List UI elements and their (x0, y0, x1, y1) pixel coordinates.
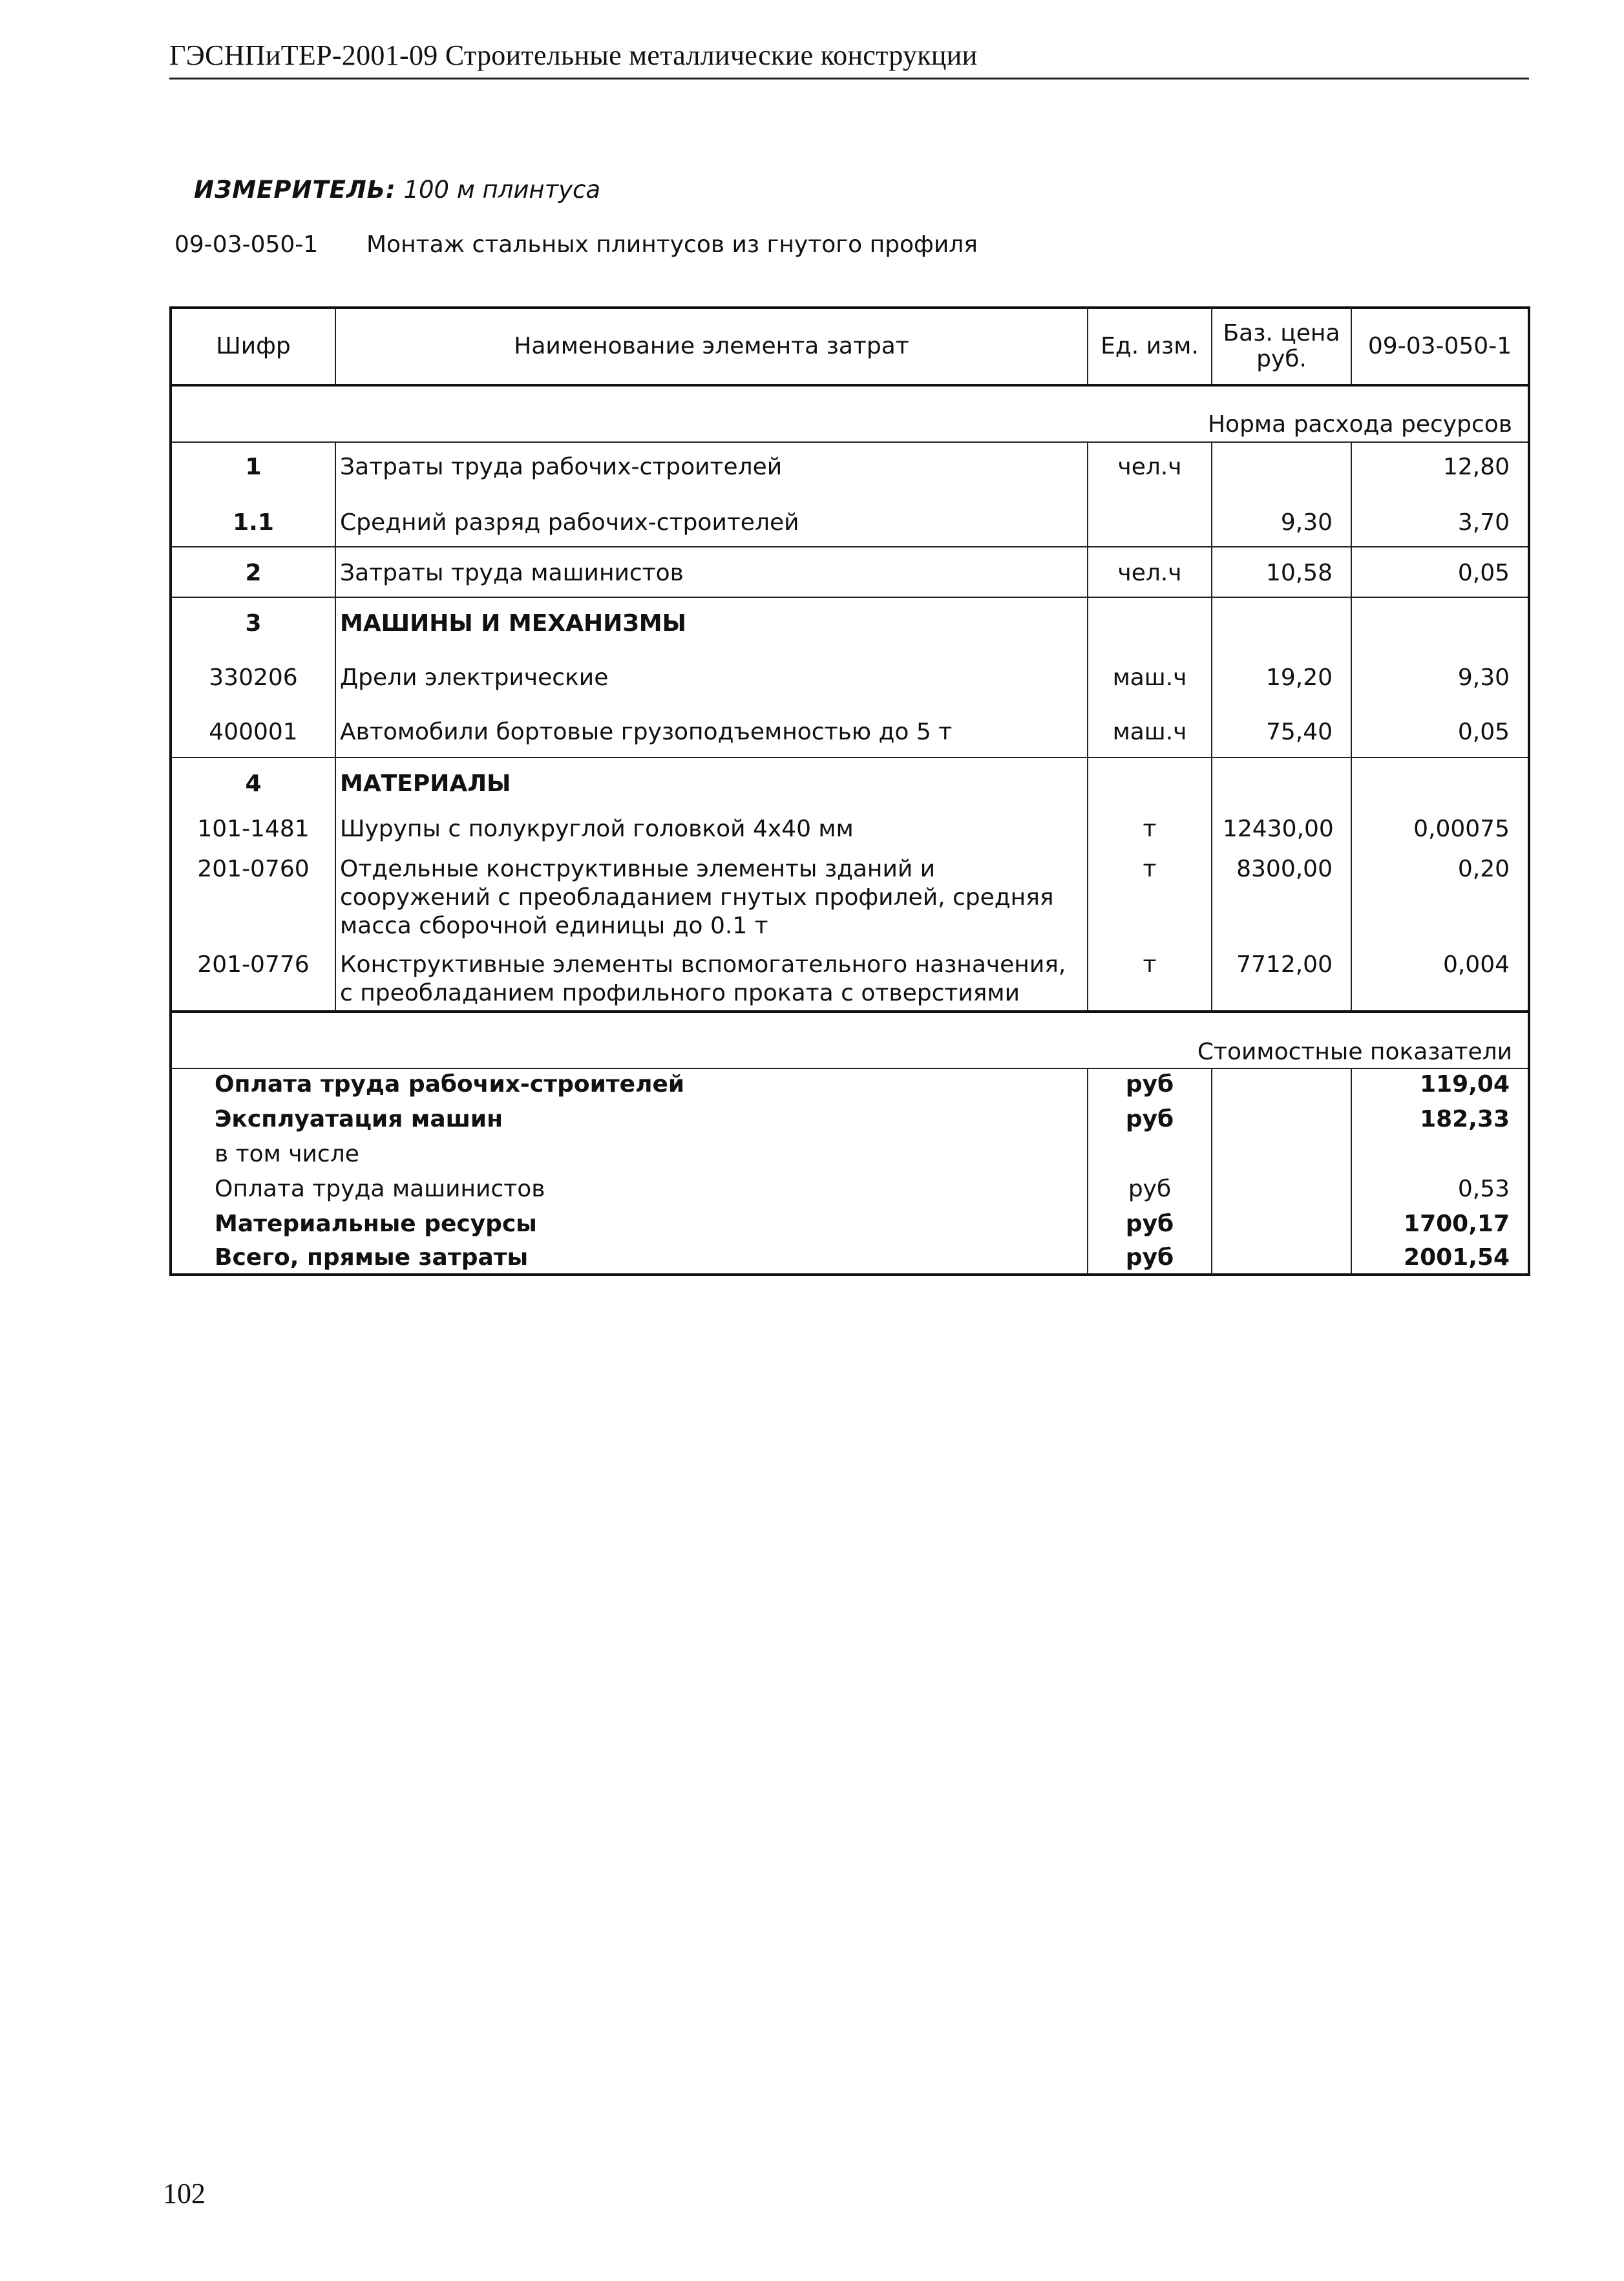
cost-price (1212, 1204, 1351, 1238)
table-header-row (171, 308, 1529, 385)
row-name: Автомобили бортовые грузоподъемностью до 5 т (335, 692, 1088, 758)
row-code: 4 (171, 758, 335, 798)
cost-price (1212, 1238, 1351, 1275)
row-value: 12,80 (1351, 442, 1529, 485)
cost-name: Материальные ресурсы (215, 1211, 537, 1237)
row-value: 0,20 (1351, 843, 1529, 940)
cost-value (1351, 1134, 1529, 1169)
cost-value: 0,53 (1351, 1169, 1529, 1204)
meter-line (194, 176, 600, 204)
row-code: 2 (171, 547, 335, 597)
cost-unit: руб (1088, 1169, 1212, 1204)
row-price: 8300,00 (1212, 843, 1351, 940)
row-code: 330206 (209, 664, 298, 691)
row-value: 9,30 (1351, 638, 1529, 692)
running-header: ГЭСНПиТЕР-2001-09 Строительные металлические конструкции (169, 39, 978, 71)
row-price: 12430,00 (1212, 798, 1351, 843)
cost-row (171, 1134, 1529, 1169)
norm-name: Монтаж стальных плинтусов из гнутого профиля (366, 231, 978, 258)
cost-row (171, 1238, 1529, 1275)
cost-unit: руб (1088, 1099, 1212, 1134)
cost-price (1212, 1099, 1351, 1134)
row-price: 9,30 (1212, 485, 1351, 547)
row-unit (1088, 485, 1212, 547)
table-row (171, 485, 1529, 547)
section-title: МАТЕРИАЛЫ (335, 758, 1088, 798)
row-name: Дрели электрические (335, 638, 1088, 692)
row-unit: т (1088, 843, 1212, 940)
cost-row (171, 1204, 1529, 1238)
header-price: Баз. цена руб. (1212, 308, 1351, 385)
row-unit: чел.ч (1088, 442, 1212, 485)
row-unit: т (1088, 940, 1212, 1012)
row-code: 201-0776 (197, 951, 310, 978)
table-row (171, 638, 1529, 692)
table-row (171, 798, 1529, 843)
cost-name: Эксплуатация машин (215, 1106, 503, 1132)
header-rule (169, 78, 1529, 80)
row-unit (1088, 758, 1212, 798)
row-code: 201-0760 (197, 856, 310, 882)
table-row (171, 547, 1529, 597)
meter-label: ИЗМЕРИТЕЛЬ: (194, 176, 396, 204)
row-unit: маш.ч (1088, 692, 1212, 758)
header-code: Шифр (216, 333, 291, 359)
cost-name: Оплата труда машинистов (215, 1176, 545, 1202)
cost-name: в том числе (215, 1141, 359, 1167)
cost-value: 119,04 (1351, 1068, 1529, 1099)
row-price (1212, 758, 1351, 798)
row-price: 10,58 (1212, 547, 1351, 597)
row-unit (1088, 597, 1212, 638)
row-value (1351, 758, 1529, 798)
cost-unit (1088, 1134, 1212, 1169)
page-number: 102 (163, 2178, 206, 2209)
cost-value: 2001,54 (1351, 1238, 1529, 1275)
row-code: 3 (171, 597, 335, 638)
cost-name: Оплата труда рабочих-строителей (171, 1068, 1088, 1099)
cost-price (1212, 1134, 1351, 1169)
header-name: Наименование элемента затрат (335, 308, 1088, 385)
cost-unit: руб (1088, 1204, 1212, 1238)
row-unit: чел.ч (1088, 547, 1212, 597)
cost-row (171, 1068, 1529, 1099)
cost-row (171, 1169, 1529, 1204)
norm-title-line (174, 231, 978, 258)
section-title: МАШИНЫ И МЕХАНИЗМЫ (335, 597, 1088, 638)
row-name: Шурупы с полукруглой головкой 4x40 мм (335, 798, 1088, 843)
table-row (171, 940, 1529, 1012)
row-price: 75,40 (1212, 692, 1351, 758)
row-code: 101-1481 (197, 816, 310, 842)
row-name: Средний разряд рабочих-строителей (335, 485, 1088, 547)
norm-caption: Норма расхода ресурсов (171, 385, 1529, 442)
table-row (171, 843, 1529, 940)
row-price (1212, 597, 1351, 638)
row-unit: маш.ч (1088, 638, 1212, 692)
row-name: Затраты труда рабочих-строителей (335, 442, 1088, 485)
row-price (1212, 442, 1351, 485)
section-row (171, 597, 1529, 638)
row-code: 1.1 (233, 509, 274, 536)
header-unit: Ед. изм. (1088, 308, 1212, 385)
row-value: 0,05 (1351, 692, 1529, 758)
row-code: 400001 (209, 719, 298, 745)
row-unit: т (1088, 798, 1212, 843)
norm-code: 09-03-050-1 (174, 231, 319, 258)
cost-unit: руб (1088, 1068, 1212, 1099)
cost-price (1212, 1169, 1351, 1204)
cost-unit: руб (1088, 1238, 1212, 1275)
row-price: 7712,00 (1212, 940, 1351, 1012)
section-row (171, 758, 1529, 798)
row-price: 19,20 (1212, 638, 1351, 692)
row-name: Конструктивные элементы вспомогательного назначения, с преобладанием профильного проката с отверстиями (335, 940, 1088, 1012)
row-value: 3,70 (1351, 485, 1529, 547)
row-code: 1 (171, 442, 335, 485)
cost-caption: Стоимостные показатели (171, 1012, 1529, 1068)
meter-value: 100 м плинтуса (403, 176, 601, 204)
resource-table (169, 306, 1530, 1276)
norm-caption-row (171, 385, 1529, 442)
table-row (171, 442, 1529, 485)
cost-caption-row (171, 1012, 1529, 1068)
row-name: Отдельные конструктивные элементы зданий и сооружений с преобладанием гнутых профилей, средняя масса сборочной единицы до 0.1 т (335, 843, 1088, 940)
cost-price (1212, 1068, 1351, 1099)
cost-value: 1700,17 (1351, 1204, 1529, 1238)
row-value: 0,00075 (1351, 798, 1529, 843)
row-name: Затраты труда машинистов (335, 547, 1088, 597)
row-value: 0,05 (1351, 547, 1529, 597)
table-row (171, 692, 1529, 758)
row-value: 0,004 (1351, 940, 1529, 1012)
cost-row (171, 1099, 1529, 1134)
header-norm: 09-03-050-1 (1351, 308, 1529, 385)
row-value (1351, 597, 1529, 638)
cost-value: 182,33 (1351, 1099, 1529, 1134)
cost-name: Всего, прямые затраты (215, 1244, 529, 1271)
